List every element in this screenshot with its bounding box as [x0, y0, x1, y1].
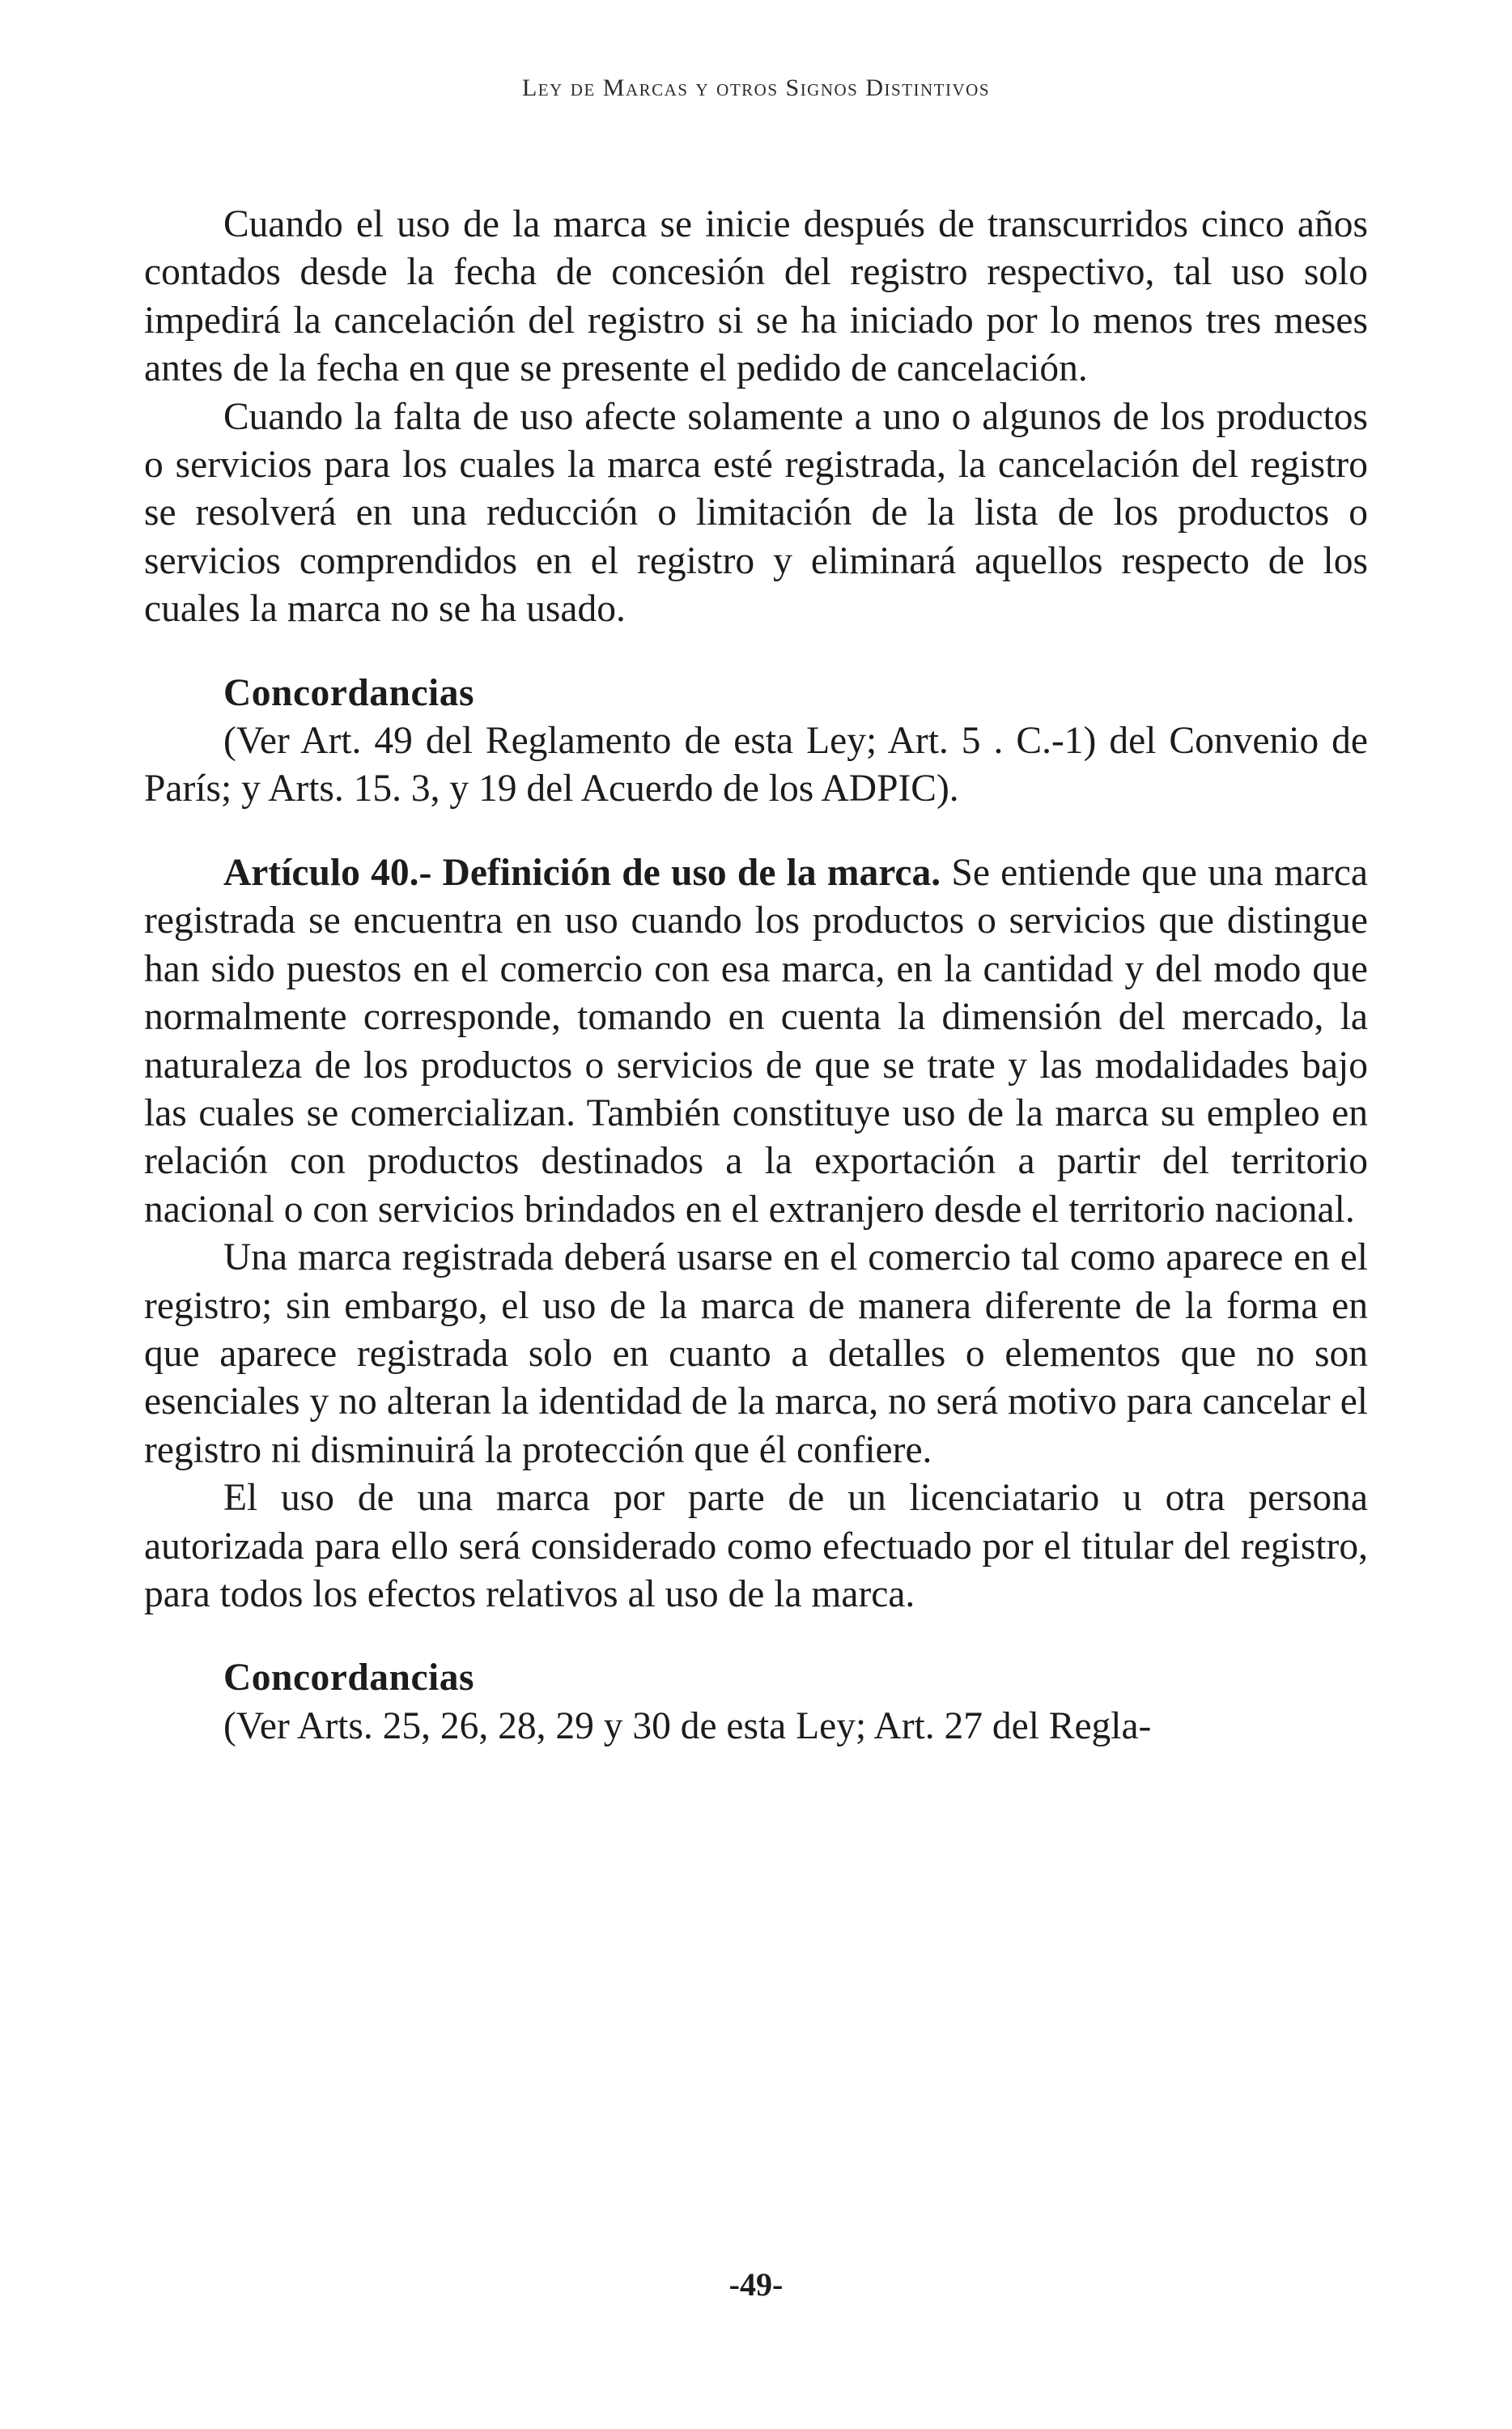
running-header: Ley de Marcas y otros Signos Distintivos	[521, 74, 991, 101]
concordancias-heading-1: Concordancias	[223, 671, 474, 714]
page-number: -49-	[728, 2266, 784, 2303]
paragraph-article-40	[144, 849, 1368, 1234]
concordancias-text-1: (Ver Art. 49 del Reglamento de esta Ley; Art. 5 . C.-1) del Convenio de París; y Arts. 15. 3, y 19 del Acuerdo de los ADPIC).	[144, 720, 1368, 810]
paragraph-partial-non-use: Cuando la falta de uso afecte solamente a uno o algunos de los productos o servicios para los cuales la marca esté registrada, la cancelación del registro se resolverá en una reducción o limitación de la lista de los productos o servicios comprendidos en el registro y eliminará aquellos respecto de los cuales la marca no se ha usado.	[144, 395, 1368, 631]
paragraph-licensee-use: El uso de una marca por parte de un licenciatario u otra persona autorizada para ello será considerado como efectuado por el titular del registro, para todos los efectos relativos al uso de la marca.	[144, 1477, 1368, 1615]
paragraph-use-as-registered: Una marca registrada deberá usarse en el comercio tal como aparece en el registro; sin embargo, el uso de la marca de manera diferente de la forma en que aparece registrada solo en cuanto a detalles o elementos que no son esenciales y no alteran la identidad de la marca, no será motivo para cancelar el registro ni disminuirá la protección que él confiere.	[144, 1236, 1368, 1471]
body-text	[144, 201, 1368, 1750]
concordancias-heading-2: Concordancias	[223, 1657, 474, 1699]
concordancias-text-2: (Ver Arts. 25, 26, 28, 29 y 30 de esta Ley; Art. 27 del Regla-	[223, 1704, 1152, 1747]
paragraph-cancellation-timing: Cuando el uso de la marca se inicie después de transcurridos cinco años contados desde la fecha de concesión del registro respectivo, tal uso solo impedirá la cancelación del registro si se ha iniciado por lo menos tres meses antes de la fecha en que se presente el pedido de cancelación.	[144, 203, 1368, 390]
article-40-title: Artículo 40.- Definición de uso de la marca.	[223, 851, 941, 894]
article-40-text: Se entiende que una marca registrada se encuentra en uso cuando los productos o servicios que distingue han sido puestos en el comercio con esa marca, en la cantidad y del modo que normalmente corresponde, tomando en cuenta la dimensión del mercado, la naturaleza de los productos o servicios de que se trate y las modalidades bajo las cuales se comercializan. También constituye uso de la marca su empleo en relación con productos destinados a la exportación a partir del territorio nacional o con servicios brindados en el extranjero desde el territorio nacional.	[144, 851, 1368, 1231]
